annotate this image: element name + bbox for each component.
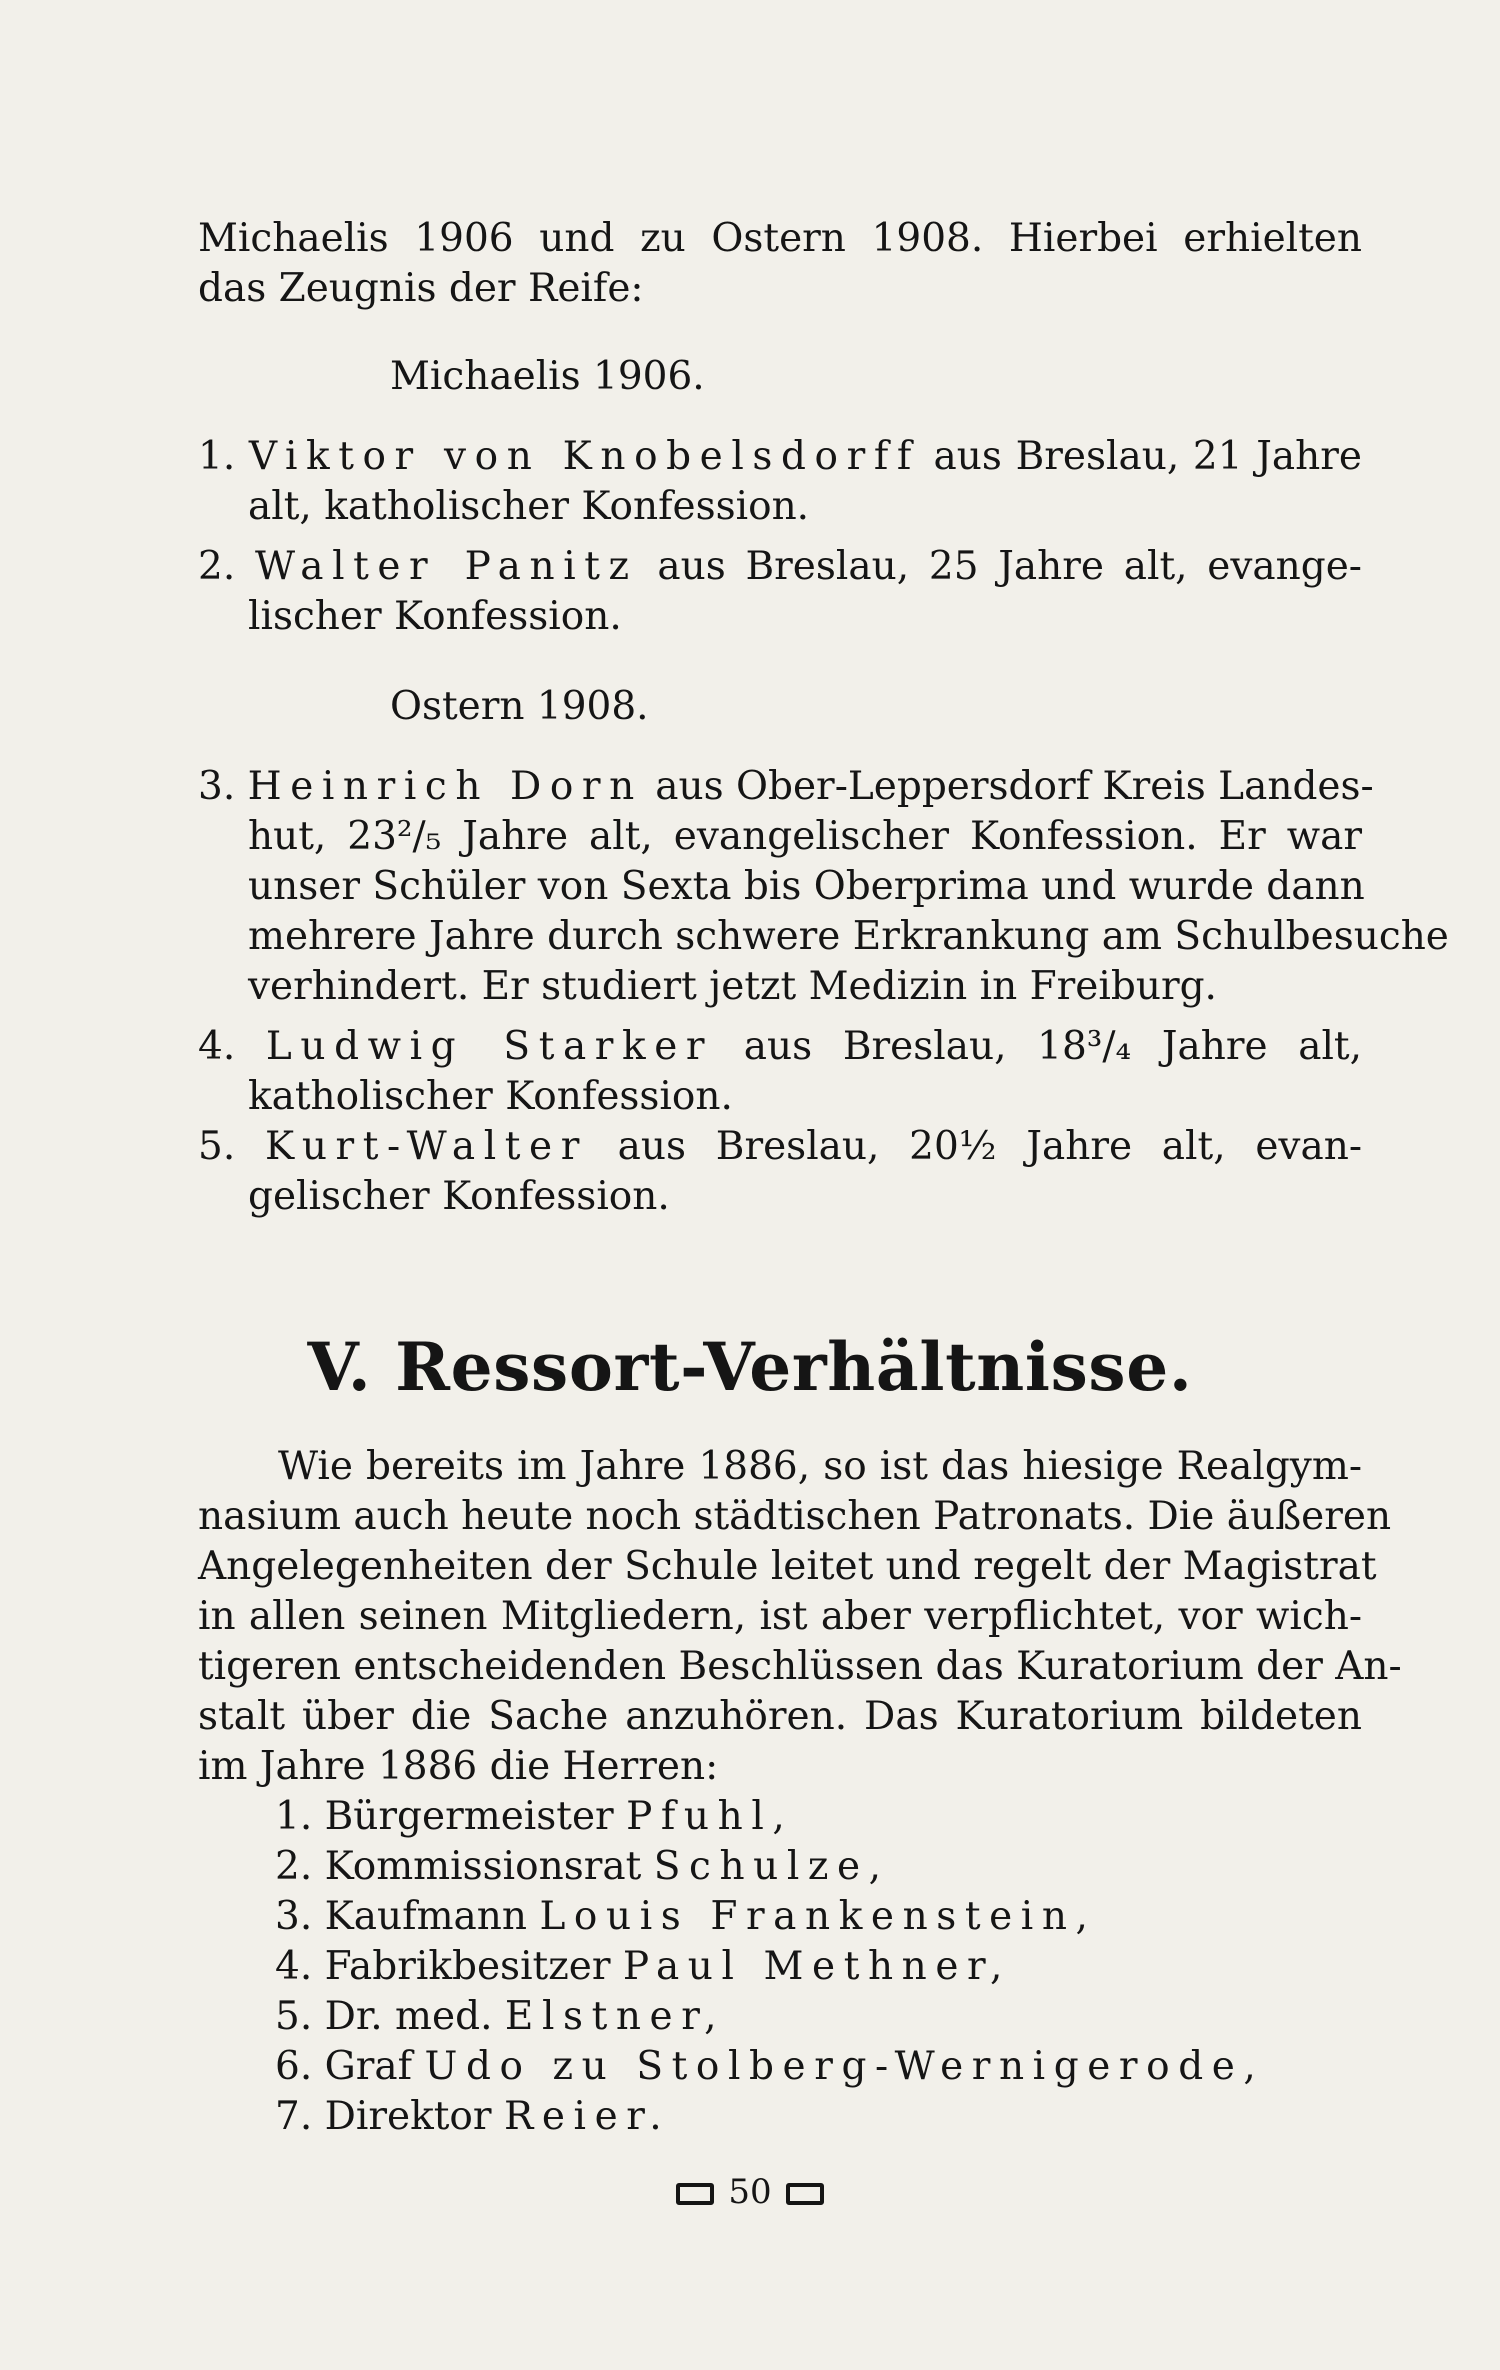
entry-number: 4. <box>198 1024 236 1069</box>
member-name: Reier. <box>503 2094 671 2139</box>
graduate-name: Kurt-Walter <box>264 1124 588 1169</box>
member-item <box>275 2092 670 2142</box>
entry-text: aus Breslau, 20½ Jahre alt, evan- <box>617 1124 1362 1169</box>
body-line: im Jahre 1886 die Herren: <box>198 1744 719 1789</box>
entry-text: aus Breslau, 25 Jahre alt, evange- <box>657 544 1362 589</box>
member-title: Graf <box>324 2044 413 2089</box>
entry-continuation: gelischer Konfession. <box>248 1174 670 1219</box>
body-line: nasium auch heute noch städtischen Patronats. Die äußeren <box>198 1494 1392 1539</box>
graduate-entry <box>198 432 1362 482</box>
entry-continuation: verhindert. Er studiert jetzt Medizin in Freiburg. <box>248 964 1217 1009</box>
graduate-name: Ludwig Starker <box>265 1024 714 1069</box>
entry-continuation: mehrere Jahre durch schwere Erkrankung am Schulbesuche <box>248 914 1449 959</box>
member-title: Dr. med. <box>324 1994 493 2039</box>
entry-continuation: katholischer Konfession. <box>248 1074 733 1119</box>
entry-number: 1. <box>198 434 236 479</box>
graduate-name: Walter Panitz <box>254 544 638 589</box>
member-title: Kaufmann <box>324 1894 528 1939</box>
member-number: 3. <box>275 1894 313 1939</box>
member-name: Paul Methner, <box>622 1944 1011 1989</box>
member-title: Kommissionsrat <box>324 1844 642 1889</box>
member-number: 6. <box>275 2044 313 2089</box>
member-number: 7. <box>275 2094 313 2139</box>
member-number: 4. <box>275 1944 313 1989</box>
member-number: 1. <box>275 1794 313 1839</box>
entry-continuation: unser Schüler von Sexta bis Oberprima und wurde dann <box>248 864 1365 909</box>
entry-text: aus Breslau, 21 Jahre <box>933 434 1362 479</box>
entry-continuation: lischer Konfession. <box>248 594 622 639</box>
member-number: 5. <box>275 1994 313 2039</box>
page-number: 50 <box>728 2172 772 2212</box>
member-item <box>275 1992 725 2042</box>
graduate-name: Viktor von Knobelsdorff <box>248 434 920 479</box>
graduate-entry <box>198 542 1362 592</box>
entry-text: aus Breslau, 18³/₄ Jahre alt, <box>743 1024 1363 1069</box>
entry-continuation: alt, katholischer Konfession. <box>248 484 810 529</box>
section-title-michaelis: Michaelis 1906. <box>390 354 705 399</box>
member-name: Udo zu Stolberg-Wernigerode, <box>424 2044 1265 2089</box>
graduate-entry <box>198 1022 1362 1072</box>
ornament-box-icon <box>786 2183 824 2205</box>
member-item <box>275 2042 1264 2092</box>
member-title: Direktor <box>324 2094 492 2139</box>
member-title: Fabrikbesitzer <box>324 1944 611 1989</box>
graduate-name: Heinrich Dorn <box>247 764 643 809</box>
body-line: in allen seinen Mitgliedern, ist aber verpflichtet, vor wich- <box>198 1594 1362 1639</box>
body-line: Wie bereits im Jahre 1886, so ist das hiesige Realgym- <box>278 1444 1362 1489</box>
ornament-box-icon <box>676 2183 714 2205</box>
member-item <box>275 1792 793 1842</box>
graduate-entry <box>198 762 1374 812</box>
member-name: Louis Frankenstein, <box>539 1894 1097 1939</box>
entry-number: 3. <box>198 764 236 809</box>
member-item <box>275 1892 1097 1942</box>
page-footer <box>0 2170 1500 2214</box>
entry-continuation: hut, 23²/₅ Jahre alt, evangelischer Konfession. Er war <box>248 814 1362 859</box>
entry-number: 5. <box>198 1124 236 1169</box>
member-item <box>275 1842 890 1892</box>
member-item <box>275 1942 1011 1992</box>
graduate-entry <box>198 1122 1362 1172</box>
body-line: Angelegenheiten der Schule leitet und regelt der Magistrat <box>198 1544 1377 1589</box>
section-heading: V. Ressort-Verhältnisse. <box>307 1328 1193 1406</box>
section-title-ostern: Ostern 1908. <box>390 684 649 729</box>
member-title: Bürgermeister <box>324 1794 614 1839</box>
entry-number: 2. <box>198 544 236 589</box>
intro-line: Michaelis 1906 und zu Ostern 1908. Hierbei erhielten <box>198 216 1362 261</box>
member-name: Schulze, <box>653 1844 890 1889</box>
member-name: Pfuhl, <box>626 1794 794 1839</box>
body-line: stalt über die Sache anzuhören. Das Kuratorium bildeten <box>198 1694 1362 1739</box>
member-number: 2. <box>275 1844 313 1889</box>
member-name: Elstner, <box>504 1994 726 2039</box>
entry-text: aus Ober-Leppersdorf Kreis Landes- <box>655 764 1374 809</box>
body-line: tigeren entscheidenden Beschlüssen das Kuratorium der An- <box>198 1644 1402 1689</box>
intro-line: das Zeugnis der Reife: <box>198 266 644 311</box>
